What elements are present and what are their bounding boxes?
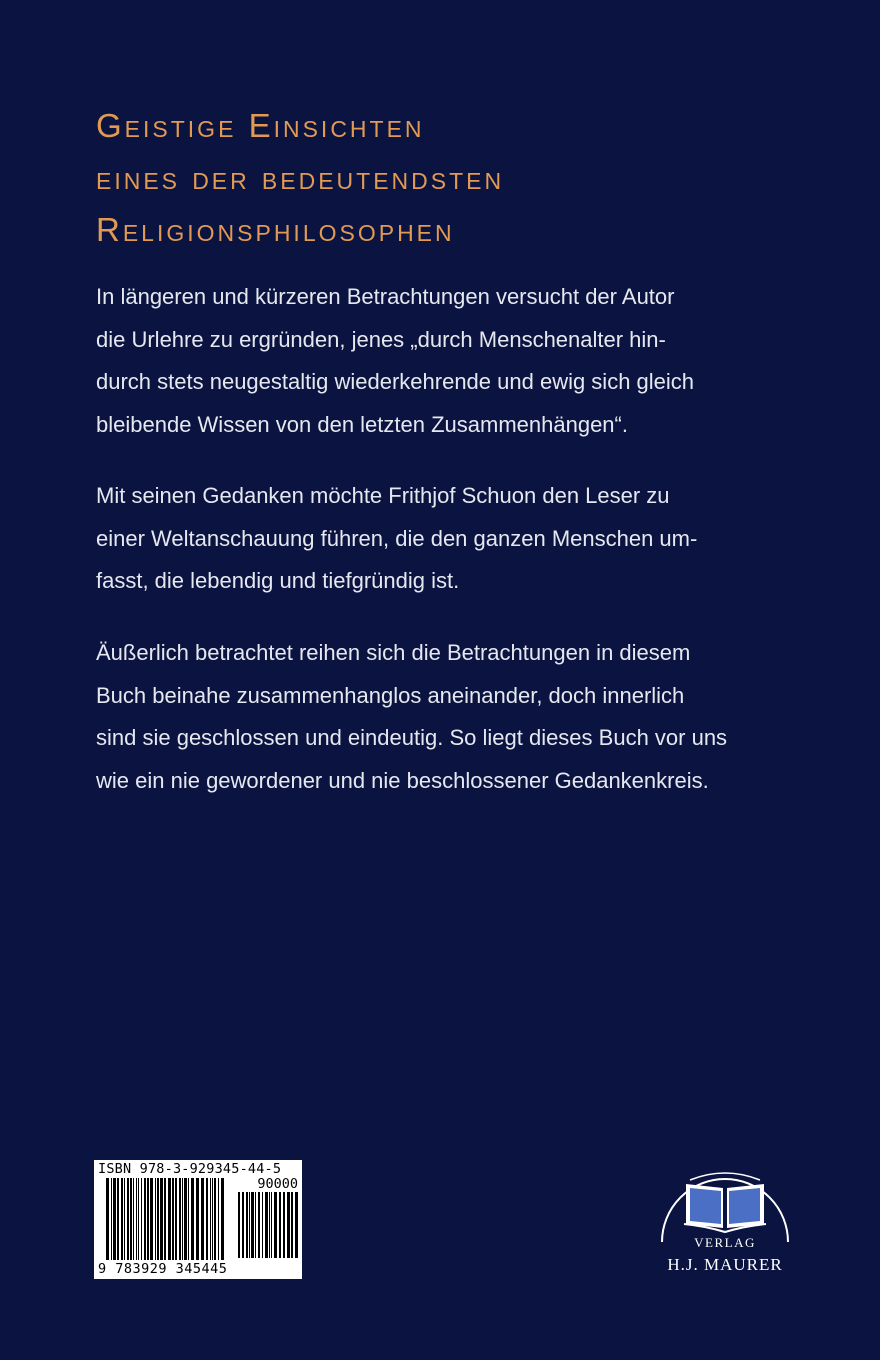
barcode-bar xyxy=(136,1178,137,1260)
barcode-bar xyxy=(201,1178,204,1260)
barcode-bar xyxy=(147,1178,149,1260)
ean-digits: 9 783929 345445 xyxy=(98,1261,228,1277)
barcode-bar xyxy=(242,1192,244,1258)
paragraph-line: die Urlehre zu ergründen, jenes „durch Menschenalter hin- xyxy=(96,326,666,352)
barcode-bar xyxy=(191,1178,194,1260)
barcode-bar xyxy=(291,1192,293,1258)
publisher-name: H.J. MAURER xyxy=(667,1255,783,1274)
barcode-bar xyxy=(117,1178,119,1260)
paragraph-line: durch stets neugestaltig wiederkehrende und ewig sich gleich xyxy=(96,369,695,394)
barcode-bar xyxy=(258,1192,260,1258)
barcode-bar xyxy=(113,1178,116,1260)
barcode-bar xyxy=(144,1178,146,1260)
verlag-label: VERLAG xyxy=(694,1235,756,1250)
barcode-bar xyxy=(172,1178,174,1260)
barcode-bar xyxy=(246,1192,248,1258)
barcode-bar xyxy=(210,1178,211,1260)
barcode-bar xyxy=(221,1178,224,1260)
paragraph-3 xyxy=(96,632,796,802)
barcode-bar xyxy=(255,1192,256,1258)
paragraph-line: sind sie geschlossen und eindeutig. So liegt dieses Buch vor uns xyxy=(96,725,728,750)
paragraph-2 xyxy=(96,475,796,603)
paragraph-1 xyxy=(96,276,796,446)
barcode-bar xyxy=(168,1178,171,1260)
barcode-bar xyxy=(160,1178,163,1260)
barcode-bar xyxy=(262,1192,263,1258)
barcode-bar xyxy=(141,1178,142,1260)
paragraph-line: Mit seinen Gedanken möchte Frithjof Schuon den Leser zu xyxy=(96,483,670,508)
barcode-bar xyxy=(121,1178,123,1260)
barcode-bar xyxy=(175,1178,177,1260)
barcode-bar xyxy=(283,1192,285,1258)
barcode-bar xyxy=(295,1192,298,1258)
barcode-bar xyxy=(184,1178,187,1260)
price-code: 90000 xyxy=(257,1176,298,1192)
barcode-bar xyxy=(106,1178,109,1260)
barcode-bar xyxy=(196,1178,199,1260)
barcode-bar xyxy=(133,1178,134,1260)
paragraph-line: Buch beinahe zusammenhanglos aneinander, doch innerlich xyxy=(96,682,685,708)
heading-line-3: Religionsphilosophen xyxy=(96,211,455,248)
barcode-bar xyxy=(179,1178,181,1260)
heading-line-2: eines der bedeutendsten xyxy=(96,159,505,196)
barcode-bar xyxy=(150,1178,153,1260)
ean-barcode-bars xyxy=(106,1178,226,1260)
barcode-bar xyxy=(214,1178,216,1260)
paragraph-line: fasst, die lebendig und tiefgründig ist. xyxy=(96,568,460,593)
barcode-bar xyxy=(124,1178,125,1260)
barcode-bar xyxy=(182,1178,183,1260)
paragraph-line: einer Weltanschauung führen, die den ganzen Menschen um- xyxy=(96,525,698,551)
paragraph-line: Äußerlich betrachtet reihen sich die Betrachtungen in diesem xyxy=(96,640,691,665)
cover-heading xyxy=(96,100,816,256)
barcode-bar xyxy=(138,1178,139,1260)
barcode-bar xyxy=(287,1192,290,1258)
heading-line-1: Geistige Einsichten xyxy=(96,107,425,144)
addon-barcode-bars xyxy=(238,1192,298,1258)
barcode-bar xyxy=(127,1178,129,1260)
barcode-bar xyxy=(111,1178,112,1260)
barcode-bar xyxy=(164,1178,166,1260)
barcode-bar xyxy=(269,1192,270,1258)
barcode-bar xyxy=(279,1192,281,1258)
paragraph-line: wie ein nie gewordener und nie beschlossener Gedankenkreis. xyxy=(96,767,709,793)
barcode-bar xyxy=(212,1178,213,1260)
barcode-bar xyxy=(218,1178,219,1260)
barcode-bar xyxy=(155,1178,156,1260)
barcode-bar xyxy=(265,1192,268,1258)
barcode-bar xyxy=(249,1192,250,1258)
paragraph-line: In längeren und kürzeren Betrachtungen versucht der Autor xyxy=(96,284,675,309)
barcode-bar xyxy=(188,1178,189,1260)
barcode-bar xyxy=(274,1192,277,1258)
barcode-bar xyxy=(271,1192,272,1258)
barcode-bar xyxy=(130,1178,132,1260)
barcode-bar xyxy=(238,1192,240,1258)
barcode-bar xyxy=(251,1192,254,1258)
isbn-barcode xyxy=(94,1160,302,1279)
barcode-bar xyxy=(157,1178,159,1260)
publisher-logo xyxy=(650,1160,800,1285)
paragraph-line: bleibende Wissen von den letzten Zusammenhängen“. xyxy=(96,411,628,437)
barcode-bar xyxy=(206,1178,208,1260)
isbn-label: ISBN 978-3-929345-44-5 xyxy=(98,1161,282,1177)
